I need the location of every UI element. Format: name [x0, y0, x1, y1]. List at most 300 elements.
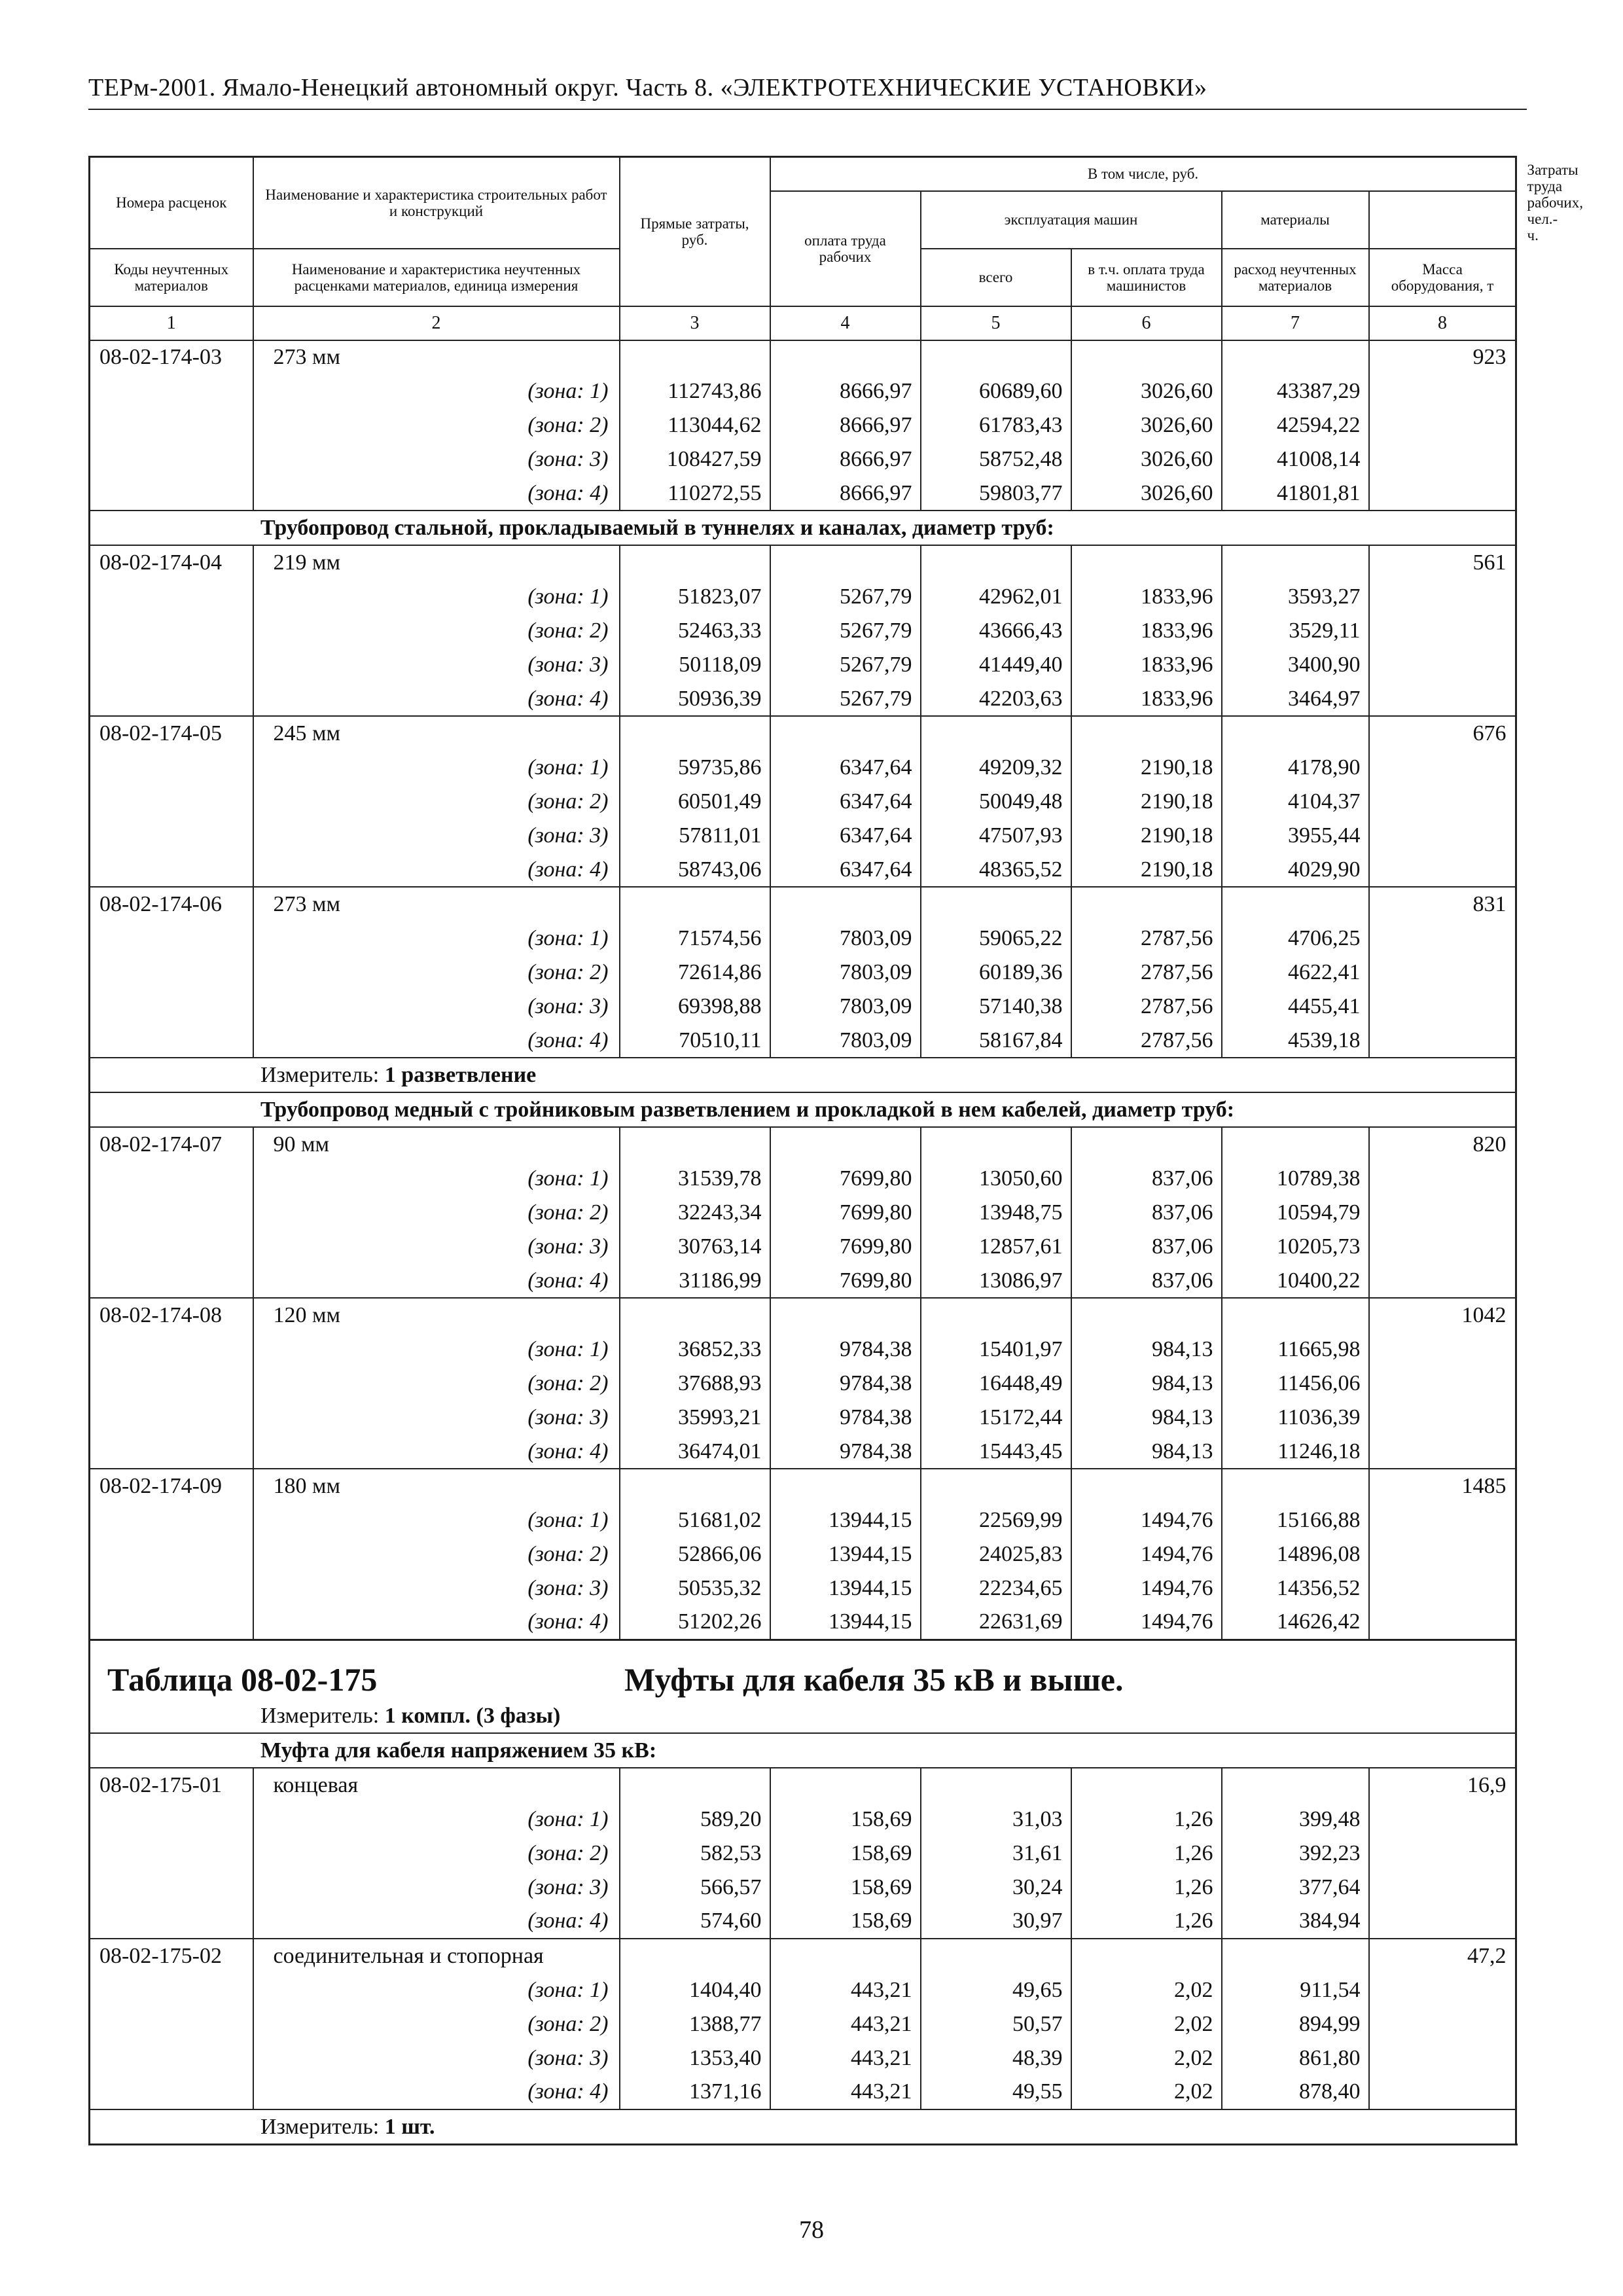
machine-total: 13086,97	[921, 1264, 1071, 1299]
machine-total: 15443,45	[921, 1435, 1071, 1469]
header-col3: Прямые затраты, руб.	[620, 157, 770, 306]
labor-pay: 158,69	[770, 1803, 921, 1837]
labor-pay: 8666,97	[770, 476, 921, 511]
labor-cost: 1042	[1369, 1298, 1516, 1333]
machine-total: 15172,44	[921, 1401, 1071, 1435]
direct-cost: 72614,86	[620, 956, 770, 990]
empty-cell	[770, 1939, 921, 1973]
empty-cell	[90, 1803, 253, 1837]
operator-pay: 1494,76	[1071, 1503, 1222, 1537]
direct-cost: 59735,86	[620, 751, 770, 785]
section-copper-pipe	[90, 1127, 1516, 1640]
materials-cost: 42594,22	[1222, 408, 1369, 442]
empty-cell	[90, 580, 253, 614]
section-174-03	[90, 340, 1516, 511]
operator-pay: 2190,18	[1071, 751, 1222, 785]
empty-cell	[90, 1401, 253, 1435]
zone-row	[90, 1871, 1516, 1905]
zone-label: (зона: 2)	[253, 2007, 620, 2041]
empty-cell	[1369, 1571, 1516, 1605]
empty-cell	[1369, 1401, 1516, 1435]
empty-cell	[921, 1127, 1071, 1162]
empty-cell	[770, 1469, 921, 1503]
labor-pay: 443,21	[770, 2041, 921, 2075]
machine-total: 60689,60	[921, 374, 1071, 408]
section-cable-couplings	[90, 1768, 1516, 2109]
measurer-row	[90, 1700, 1516, 1733]
zone-label: (зона: 1)	[253, 580, 620, 614]
materials-cost: 4029,90	[1222, 853, 1369, 888]
empty-cell	[1222, 340, 1369, 375]
zone-label: (зона: 1)	[253, 751, 620, 785]
rate-code: 08-02-174-04	[90, 545, 253, 580]
empty-cell	[90, 2007, 253, 2041]
empty-cell	[90, 751, 253, 785]
direct-cost: 113044,62	[620, 408, 770, 442]
rate-code: 08-02-174-05	[90, 716, 253, 751]
zone-label: (зона: 3)	[253, 2041, 620, 2075]
labor-cost: 676	[1369, 716, 1516, 751]
zone-row	[90, 922, 1516, 956]
column-number: 5	[921, 306, 1071, 340]
column-number: 4	[770, 306, 921, 340]
labor-cost: 561	[1369, 545, 1516, 580]
operator-pay: 984,13	[1071, 1401, 1222, 1435]
machine-total: 13948,75	[921, 1196, 1071, 1230]
rate-row	[90, 1768, 1516, 1803]
header-col1-bottom: Коды неучтенных материалов	[90, 249, 253, 306]
operator-pay: 2787,56	[1071, 956, 1222, 990]
zone-row	[90, 1435, 1516, 1469]
machine-total: 60189,36	[921, 956, 1071, 990]
zone-row	[90, 2075, 1516, 2110]
empty-cell	[1369, 922, 1516, 956]
zone-row	[90, 1973, 1516, 2007]
machine-total: 61783,43	[921, 408, 1071, 442]
labor-pay: 7699,80	[770, 1264, 921, 1299]
rate-name: соединительная и стопорная	[253, 1939, 620, 1973]
operator-pay: 1494,76	[1071, 1571, 1222, 1605]
direct-cost: 58743,06	[620, 853, 770, 888]
empty-cell	[90, 1537, 253, 1571]
empty-cell	[90, 990, 253, 1024]
rate-name: 273 мм	[253, 340, 620, 375]
labor-pay: 13944,15	[770, 1571, 921, 1605]
empty-cell	[620, 1768, 770, 1803]
zone-row	[90, 442, 1516, 476]
direct-cost: 69398,88	[620, 990, 770, 1024]
measurer-value: 1 шт.	[384, 2114, 435, 2139]
labor-pay: 9784,38	[770, 1367, 921, 1401]
zone-label: (зона: 4)	[253, 682, 620, 717]
empty-cell	[90, 2041, 253, 2075]
empty-cell	[1369, 1973, 1516, 2007]
direct-cost: 51823,07	[620, 580, 770, 614]
labor-pay: 7803,09	[770, 956, 921, 990]
empty-cell	[1369, 2007, 1516, 2041]
empty-cell	[1222, 1469, 1369, 1503]
empty-cell	[1369, 374, 1516, 408]
empty-cell	[90, 1162, 253, 1196]
empty-cell	[620, 1939, 770, 1973]
empty-cell	[90, 922, 253, 956]
price-table: Номера расценок Наименование и характеристика строительных работ и конструкций Прямые затраты, руб. В том числе, руб. Затраты труда рабочих, чел.-ч. оплата труда рабочих эксплуатация машин материалы Коды неучтенных материалов Наименование и характеристика неучтенных расценками материалов, единица измерения всего в т.ч. оплата труда машинистов расход неучтенных материалов Масса оборудования, т 1 2 3 4 5 6 7 8 08-02-174-03 273 мм 923 (зона: 1) 112743,86 8666,97 60689,60 3026,60 43387,29 (зона: 2) 113044,62 8666,97 61783,43 3026,60 42594,22 (зона: 3) 108427,59 8666,97 58752,48 3026,60 41008,14 (зона: 4) 110272,55 8666,97 59803,77 3026,60 41801,81 Трубопровод стальной, прокладываемый в туннелях и каналах, диаметр труб: 08-02-174-04 219 мм 561 (зона: 1) 51823,07 5267,79 42962,01 1833,96 3593,27 (зона: 2) 52463,33 5267,79 43666,43 1833,96 3529,11 (зона: 3) 50118,09 5267,79 41449,40 1833,96 3400,90 (зона: 4) 50936,39 5267,79 42203,63 1833,96 3464,97 08-02-174-05 245 мм 676 (зона: 1) 59735,86 6347,64 49209,32 2190,18 4178,90 (зона: 2) 60501,49 6347,64 50049,48 2190,18 4104,37 (зона: 3) 57811,01 6347,64 47507,93 2190,18 3955,44 (зона: 4) 58743,06 6347,64 48365,52 2190,18 4029,90 08-02-174-06 273 мм 831 (зона: 1) 71574,56 7803,09 59065,22 2787,56 4706,25 (зона: 2) 72614,86 7803,09 60189,36 2787,56 4622,41 (зона: 3) 69398,88 7803,09 57140,38 2787,56 4455,41 (зона: 4) 70510,11 7803,09 58167,84 2787,56 4539,18 Измеритель: 1 разветвление Трубопровод медный с тройниковым разветвлением и прокладкой в нем кабелей, диаметр труб: 08-02-174-07 90 мм 820 (зона: 1) 31539,78 7699,80 13050,60 837,06 10789,38 (зона: 2) 32243,34 7699,80 13948,75 837,06 10594,79 (зона: 3) 30763,14 7699,80 12857,61 837,06 10205,73 (зона: 4) 31186,99 7699,80 13086,97 837,06 10400,22 08-02-174-08 120 мм 1042 (зона: 1) 36852,33 9784,38 15401,97 984,13 11665,98 (зона: 2) 37688,93 9784,38 16448,49 984,13 11456,06 (зона: 3) 35993,21 9784,38 15172,44 984,13 11036,39 (зона: 4) 36474,01 9784,38 15443,45 984,13 11246,18 08-02-174-09 180 мм 1485 (зона: 1) 51681,02 13944,15 22569,99 1494,76 15166,88 (зона: 2) 52866,06 13944,15 24025,83 1494,76 14896,08 (зона: 3) 50535,32 13944,15 22234,65 1494,76 14356,52 (зона: 4) 51202,26 13944,15 22631,69 1494,76 14626,42 Таблица 08-02-175 Муфты для кабеля 35 кВ и выше. Измеритель: 1 компл. (3 фазы) Муфта для кабеля напряжением 35 кВ: 08-02-175-01 концевая 16,9 (зона: 1) 589,20 158,69 31,03 1,26 399,48 (зона: 2) 582,53 158,69 31,61 1,26 392,23 (зона: 3) 566,57 158,69 30,24 1,26 377,64 (зона: 4) 574,60 158,69 30,97 1,26 384,94 08-02-175-02 соединительная и стопорная 47,2 (зона: 1) 1404,40 443,21 49,65 2,02 911,54 (зона: 2) 1388,77 443,21 50,57 2,02 894,99 (зона: 3) 1353,40 443,21 48,39 2,02 861,80 (зона: 4) 1371,16 443,21 49,55 2,02 878,40 Измеритель: 1 шт.	[88, 156, 1517, 2145]
empty-cell	[1222, 887, 1369, 922]
zone-label: (зона: 2)	[253, 408, 620, 442]
materials-cost: 384,94	[1222, 1905, 1369, 1939]
rate-name: 90 мм	[253, 1127, 620, 1162]
materials-cost: 14896,08	[1222, 1537, 1369, 1571]
rate-code: 08-02-174-09	[90, 1469, 253, 1503]
operator-pay: 2190,18	[1071, 819, 1222, 853]
materials-cost: 4706,25	[1222, 922, 1369, 956]
empty-cell	[1369, 990, 1516, 1024]
zone-label: (зона: 3)	[253, 819, 620, 853]
operator-pay: 1,26	[1071, 1871, 1222, 1905]
zone-label: (зона: 1)	[253, 1973, 620, 2007]
empty-cell	[1369, 1837, 1516, 1871]
empty-cell	[1369, 1537, 1516, 1571]
zone-row	[90, 990, 1516, 1024]
zone-label: (зона: 2)	[253, 614, 620, 648]
operator-pay: 1833,96	[1071, 614, 1222, 648]
empty-cell	[90, 682, 253, 717]
labor-pay: 7699,80	[770, 1196, 921, 1230]
empty-cell	[620, 1469, 770, 1503]
zone-label: (зона: 1)	[253, 1162, 620, 1196]
zone-row	[90, 1803, 1516, 1837]
empty-cell	[1369, 1503, 1516, 1537]
zone-row	[90, 785, 1516, 819]
labor-pay: 6347,64	[770, 751, 921, 785]
empty-cell	[1369, 408, 1516, 442]
zone-label: (зона: 1)	[253, 1333, 620, 1367]
header-col2-top: Наименование и характеристика строительных работ и конструкций	[253, 157, 620, 249]
labor-pay: 158,69	[770, 1905, 921, 1939]
header-col4: оплата труда рабочих	[770, 191, 921, 306]
labor-pay: 158,69	[770, 1837, 921, 1871]
column-number: 1	[90, 306, 253, 340]
operator-pay: 984,13	[1071, 1435, 1222, 1469]
operator-pay: 1494,76	[1071, 1537, 1222, 1571]
zone-label: (зона: 4)	[253, 1905, 620, 1939]
zone-row	[90, 1196, 1516, 1230]
materials-cost: 3529,11	[1222, 614, 1369, 648]
machine-total: 12857,61	[921, 1230, 1071, 1264]
labor-pay: 7803,09	[770, 1024, 921, 1058]
direct-cost: 574,60	[620, 1905, 770, 1939]
section-caption: Трубопровод медный с тройниковым разветвлением и прокладкой в нем кабелей, диаметр труб:	[90, 1092, 1516, 1127]
header-col5: всего	[921, 249, 1071, 306]
zone-label: (зона: 2)	[253, 956, 620, 990]
labor-cost: 16,9	[1369, 1768, 1516, 1803]
direct-cost: 1404,40	[620, 1973, 770, 2007]
empty-cell	[1071, 1127, 1222, 1162]
operator-pay: 837,06	[1071, 1196, 1222, 1230]
zone-row	[90, 853, 1516, 888]
direct-cost: 30763,14	[620, 1230, 770, 1264]
labor-pay: 5267,79	[770, 580, 921, 614]
machine-total: 47507,93	[921, 819, 1071, 853]
empty-cell	[90, 1605, 253, 1640]
labor-cost: 831	[1369, 887, 1516, 922]
empty-cell	[921, 716, 1071, 751]
direct-cost: 50118,09	[620, 648, 770, 682]
operator-pay: 837,06	[1071, 1230, 1222, 1264]
rate-name: концевая	[253, 1768, 620, 1803]
direct-cost: 70510,11	[620, 1024, 770, 1058]
empty-cell	[90, 442, 253, 476]
machine-total: 49,55	[921, 2075, 1071, 2110]
direct-cost: 582,53	[620, 1837, 770, 1871]
empty-cell	[620, 1298, 770, 1333]
empty-cell	[770, 1768, 921, 1803]
empty-cell	[1222, 1298, 1369, 1333]
operator-pay: 1833,96	[1071, 682, 1222, 717]
materials-cost: 15166,88	[1222, 1503, 1369, 1537]
operator-pay: 3026,60	[1071, 442, 1222, 476]
zone-label: (зона: 1)	[253, 374, 620, 408]
labor-pay: 6347,64	[770, 785, 921, 819]
rate-name: 120 мм	[253, 1298, 620, 1333]
empty-cell	[90, 785, 253, 819]
operator-pay: 837,06	[1071, 1264, 1222, 1299]
machine-total: 58167,84	[921, 1024, 1071, 1058]
zone-label: (зона: 3)	[253, 442, 620, 476]
empty-cell	[620, 716, 770, 751]
empty-cell	[90, 1871, 253, 1905]
empty-cell	[90, 1367, 253, 1401]
empty-cell	[1369, 682, 1516, 717]
zone-row	[90, 1230, 1516, 1264]
operator-pay: 1494,76	[1071, 1605, 1222, 1640]
direct-cost: 60501,49	[620, 785, 770, 819]
labor-pay: 7699,80	[770, 1230, 921, 1264]
rate-row	[90, 340, 1516, 375]
empty-cell	[1369, 476, 1516, 511]
direct-cost: 589,20	[620, 1803, 770, 1837]
zone-label: (зона: 3)	[253, 648, 620, 682]
empty-cell	[921, 1768, 1071, 1803]
materials-cost: 11665,98	[1222, 1333, 1369, 1367]
empty-cell	[921, 1469, 1071, 1503]
labor-pay: 9784,38	[770, 1333, 921, 1367]
empty-cell	[1369, 648, 1516, 682]
labor-pay: 7803,09	[770, 990, 921, 1024]
operator-pay: 837,06	[1071, 1162, 1222, 1196]
empty-cell	[1369, 751, 1516, 785]
zone-label: (зона: 4)	[253, 476, 620, 511]
header-col7: расход неучтенных материалов	[1222, 249, 1369, 306]
zone-row	[90, 408, 1516, 442]
labor-pay: 7699,80	[770, 1162, 921, 1196]
direct-cost: 50535,32	[620, 1571, 770, 1605]
labor-pay: 8666,97	[770, 408, 921, 442]
empty-cell	[1369, 1905, 1516, 1939]
labor-pay: 6347,64	[770, 819, 921, 853]
direct-cost: 71574,56	[620, 922, 770, 956]
header-incl: В том числе, руб.	[770, 157, 1516, 191]
empty-cell	[1369, 1196, 1516, 1230]
empty-cell	[1369, 2075, 1516, 2110]
zone-row	[90, 2041, 1516, 2075]
direct-cost: 51681,02	[620, 1503, 770, 1537]
zone-row	[90, 1333, 1516, 1367]
labor-cost: 47,2	[1369, 1939, 1516, 1973]
column-number: 7	[1222, 306, 1369, 340]
materials-cost: 3464,97	[1222, 682, 1369, 717]
labor-pay: 443,21	[770, 2007, 921, 2041]
empty-cell	[1222, 1768, 1369, 1803]
materials-cost: 861,80	[1222, 2041, 1369, 2075]
header-col8-bottom: Масса оборудования, т	[1369, 249, 1516, 306]
empty-cell	[1369, 1367, 1516, 1401]
zone-label: (зона: 4)	[253, 1435, 620, 1469]
empty-cell	[90, 1024, 253, 1058]
empty-cell	[921, 545, 1071, 580]
machine-total: 49,65	[921, 1973, 1071, 2007]
materials-cost: 894,99	[1222, 2007, 1369, 2041]
column-numbers-row	[90, 306, 1516, 340]
direct-cost: 36474,01	[620, 1435, 770, 1469]
zone-row	[90, 1264, 1516, 1299]
labor-pay: 5267,79	[770, 682, 921, 717]
direct-cost: 1388,77	[620, 2007, 770, 2041]
empty-cell	[1369, 819, 1516, 853]
zone-row	[90, 1024, 1516, 1058]
zone-row	[90, 614, 1516, 648]
labor-pay: 8666,97	[770, 374, 921, 408]
empty-cell	[90, 2075, 253, 2110]
rate-name: 219 мм	[253, 545, 620, 580]
direct-cost: 51202,26	[620, 1605, 770, 1640]
empty-cell	[770, 887, 921, 922]
measurer-value: 1 разветвление	[384, 1062, 537, 1087]
rate-code: 08-02-174-06	[90, 887, 253, 922]
section-caption: Трубопровод стальной, прокладываемый в туннелях и каналах, диаметр труб:	[90, 511, 1516, 545]
empty-cell	[90, 648, 253, 682]
empty-cell	[1369, 1803, 1516, 1837]
empty-cell	[1369, 1333, 1516, 1367]
materials-cost: 41801,81	[1222, 476, 1369, 511]
table-title: Муфты для кабеля 35 кВ и выше.	[624, 1661, 1124, 1698]
empty-cell	[90, 614, 253, 648]
empty-cell	[1369, 1871, 1516, 1905]
materials-cost: 377,64	[1222, 1871, 1369, 1905]
labor-pay: 443,21	[770, 2075, 921, 2110]
measurer-label: Измеритель:	[260, 1704, 380, 1729]
empty-cell	[1071, 716, 1222, 751]
zone-row	[90, 476, 1516, 511]
machine-total: 58752,48	[921, 442, 1071, 476]
column-number: 3	[620, 306, 770, 340]
measurer-label: Измеритель:	[260, 2114, 380, 2139]
zone-row	[90, 1162, 1516, 1196]
operator-pay: 3026,60	[1071, 476, 1222, 511]
empty-cell	[921, 1298, 1071, 1333]
machine-total: 59803,77	[921, 476, 1071, 511]
materials-cost: 10594,79	[1222, 1196, 1369, 1230]
operator-pay: 1,26	[1071, 1905, 1222, 1939]
materials-cost: 11456,06	[1222, 1367, 1369, 1401]
empty-cell	[770, 340, 921, 375]
direct-cost: 1371,16	[620, 2075, 770, 2110]
empty-cell	[90, 1333, 253, 1367]
zone-label: (зона: 4)	[253, 2075, 620, 2110]
zone-row	[90, 1503, 1516, 1537]
empty-cell	[90, 1230, 253, 1264]
empty-cell	[1369, 785, 1516, 819]
direct-cost: 112743,86	[620, 374, 770, 408]
measurer-row	[90, 2109, 1516, 2145]
direct-cost: 52463,33	[620, 614, 770, 648]
empty-cell	[1369, 2041, 1516, 2075]
materials-cost: 11246,18	[1222, 1435, 1369, 1469]
empty-cell	[1369, 1264, 1516, 1299]
operator-pay: 2787,56	[1071, 990, 1222, 1024]
zone-row	[90, 956, 1516, 990]
operator-pay: 2787,56	[1071, 922, 1222, 956]
empty-cell	[90, 1905, 253, 1939]
machine-total: 13050,60	[921, 1162, 1071, 1196]
empty-cell	[620, 340, 770, 375]
machine-total: 48,39	[921, 2041, 1071, 2075]
labor-pay: 8666,97	[770, 442, 921, 476]
machine-total: 59065,22	[921, 922, 1071, 956]
labor-pay: 13944,15	[770, 1503, 921, 1537]
zone-label: (зона: 4)	[253, 1605, 620, 1640]
machine-total: 31,03	[921, 1803, 1071, 1837]
empty-cell	[620, 1127, 770, 1162]
measurer-label: Измеритель:	[260, 1062, 380, 1087]
empty-cell	[1369, 614, 1516, 648]
empty-cell	[1222, 545, 1369, 580]
labor-cost: 923	[1369, 340, 1516, 375]
zone-label: (зона: 2)	[253, 785, 620, 819]
rate-code: 08-02-174-08	[90, 1298, 253, 1333]
materials-cost: 4178,90	[1222, 751, 1369, 785]
machine-total: 22234,65	[921, 1571, 1071, 1605]
empty-cell	[90, 819, 253, 853]
rate-code: 08-02-175-02	[90, 1939, 253, 1973]
machine-total: 50,57	[921, 2007, 1071, 2041]
zone-row	[90, 1401, 1516, 1435]
zone-label: (зона: 2)	[253, 1196, 620, 1230]
empty-cell	[90, 1264, 253, 1299]
machine-total: 30,24	[921, 1871, 1071, 1905]
materials-cost: 3955,44	[1222, 819, 1369, 853]
machine-total: 41449,40	[921, 648, 1071, 682]
labor-cost: 1485	[1369, 1469, 1516, 1503]
empty-cell	[1071, 1469, 1222, 1503]
empty-cell	[1369, 1162, 1516, 1196]
operator-pay: 984,13	[1071, 1367, 1222, 1401]
machine-total: 43666,43	[921, 614, 1071, 648]
empty-cell	[770, 545, 921, 580]
column-number: 6	[1071, 306, 1222, 340]
empty-cell	[90, 1435, 253, 1469]
empty-cell	[1369, 1435, 1516, 1469]
rate-row	[90, 545, 1516, 580]
empty-cell	[921, 1939, 1071, 1973]
zone-row	[90, 819, 1516, 853]
direct-cost: 37688,93	[620, 1367, 770, 1401]
machine-total: 30,97	[921, 1905, 1071, 1939]
machine-total: 42203,63	[921, 682, 1071, 717]
empty-cell	[1222, 716, 1369, 751]
machine-total: 42962,01	[921, 580, 1071, 614]
materials-cost: 878,40	[1222, 2075, 1369, 2110]
